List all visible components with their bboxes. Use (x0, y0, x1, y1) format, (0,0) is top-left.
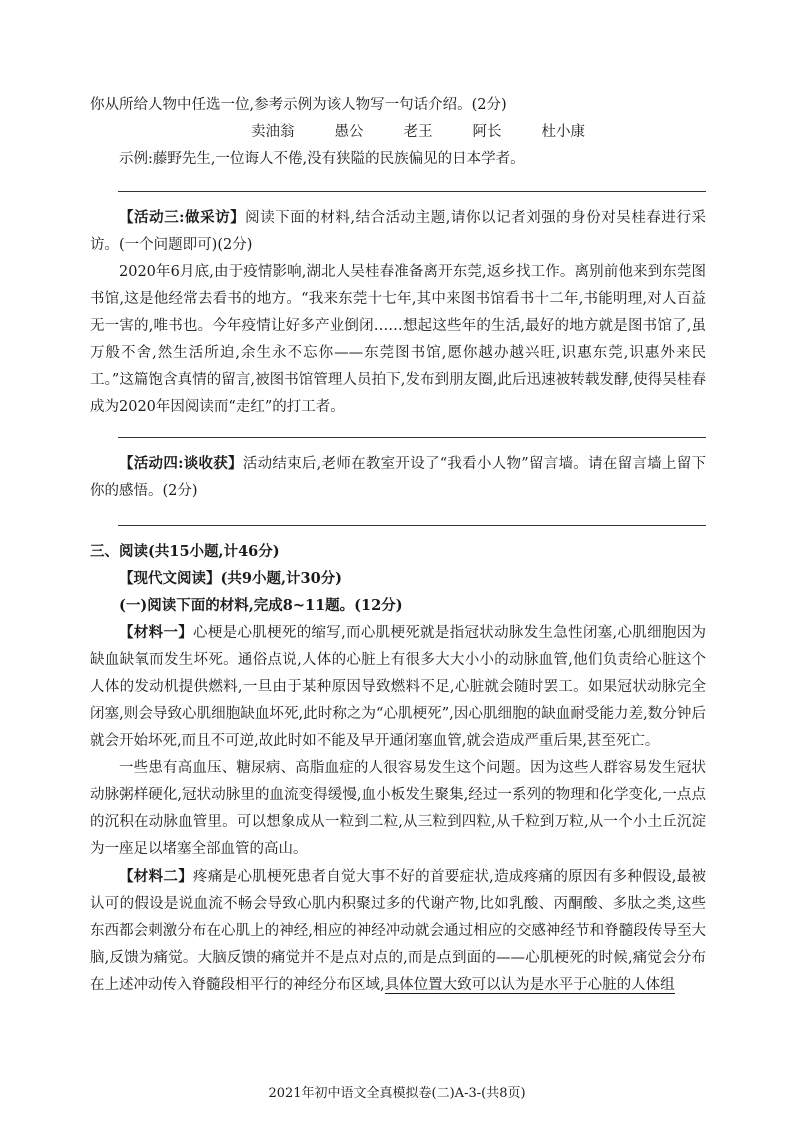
material1-para2: 一些患有高血压、糖尿病、高脂血症的人很容易发生这个问题。因为这些人群容易发生冠状动脉粥样硬化,冠状动脉里的血流变得缓慢,血小板发生聚集,经过一系列的物理和化学变化,一点点的沉积在动脉血管里。可以想象成从一粒到二粒,从三粒到四粒,从千粒到万粒,从一个小土丘沉淀为一座足以堵塞全部血管的高山。 (90, 760, 706, 857)
name-1: 卖油翁 (251, 124, 295, 140)
q7-prompt: 你从所给人物中任选一位,参考示例为该人物写一句话介绍。(2分) (90, 97, 507, 113)
page-footer: 2021年初中语文全真模拟卷(二)A-3-(共8页) (268, 1086, 526, 1101)
material2-label: 【材料二】 (119, 868, 194, 885)
activity4-heading: 【活动四:谈收获】 (119, 455, 243, 472)
name-4: 阿长 (472, 124, 502, 140)
modern-reading-heading: 【现代文阅读】(共9小题,计30分) (119, 570, 343, 587)
q7-example: 示例:藤野先生,一位诲人不倦,没有狭隘的民族偏见的日本学者。 (119, 151, 525, 167)
material1-label: 【材料一】 (119, 624, 194, 641)
name-2: 愚公 (334, 124, 364, 140)
material1-para1: 【材料一】心梗是心肌梗死的缩写,而心肌梗死就是指冠状动脉发生急性闭塞,心肌细胞因为缺血缺氧而发生坏死。通俗点说,人体的心脏上有很多大大小小的动脉血管,他们负责给心脏这个人体的发动机提供燃料,一旦由于某种原因导致燃料不足,心脏就会随时罢工。如果冠状动脉完全闭塞,则会导致心肌细胞缺血坏死,此时称之为“心肌梗死”,因心肌细胞的缺血耐受能力差,数分钟后就会开始坏死,而且不可逆,故此时如不能及早开通闭塞血管,就会造成严重后果,甚至死亡。 (90, 624, 707, 749)
activity3-passage: 2020年6月底,由于疫情影响,湖北人吴桂春准备离开东莞,返乡找工作。离别前他来到东莞图书馆,这是他经常去看书的地方。“我来东莞十七年,其中来图书馆看书十二年,书能明理,对人百益无一害的,唯书也。今年疫情让好多产业倒闭……想起这些年的生活,最好的地方就是图书馆了,虽万般不舍,然生活所迫,余生永不忘你——东莞图书馆,愿你越办越兴旺,识惠东莞,识惠外来民工。”这篇饱含真情的留言,被图书馆管理人员拍下,发布到朋友圈,此后迅速被转载发酵,使得吴桂春成为2020年因阅读而“走红”的打工者。 (90, 264, 706, 415)
name-5: 杜小康 (541, 124, 585, 140)
answer-line-activity4[interactable] (118, 525, 706, 526)
section3-title: 三、阅读(共15小题,计46分) (90, 543, 280, 560)
material2-para1: 【材料二】疼痛是心肌梗死患者自觉大事不好的首要症状,造成疼痛的原因有多种假设,最被认可的假设是说血流不畅会导致心肌内积聚过多的代谢产物,比如乳酸、丙酮酸、多肽之类,这些东西都会刺激分布在心肌上的神经,相应的神经冲动就会通过相应的交感神经节和脊髓段传导至大脑,反馈为痛觉。大脑反馈的痛觉并不是点对点的,而是点到面的——心肌梗死的时候,痛觉会分布在上述冲动传入脊髓段相平行的神经分布区域,具体位置大致可以认为是水平于心脏的人体组 (90, 868, 707, 993)
exam-page (90, 0, 706, 999)
answer-line-q7[interactable] (118, 191, 706, 192)
underlined-sentence: 具体位置大致可以认为是水平于心脏的人体组 (384, 977, 675, 993)
activity3-task: 【活动三:做采访】阅读下面的材料,结合活动主题,请你以记者刘强的身份对吴桂春进行采访。(一个问题即可)(2分) (90, 209, 706, 253)
answer-line-activity3[interactable] (118, 437, 706, 438)
part1-heading: (一)阅读下面的材料,完成8~11题。(12分) (119, 597, 403, 614)
activity4-task: 【活动四:谈收获】活动结束后,老师在教室开设了“我看小人物”留言墙。请在留言墙上留下你的感悟。(2分) (90, 455, 706, 499)
name-3: 老王 (403, 124, 433, 140)
activity3-heading: 【活动三:做采访】 (119, 209, 246, 226)
character-names (130, 119, 706, 146)
